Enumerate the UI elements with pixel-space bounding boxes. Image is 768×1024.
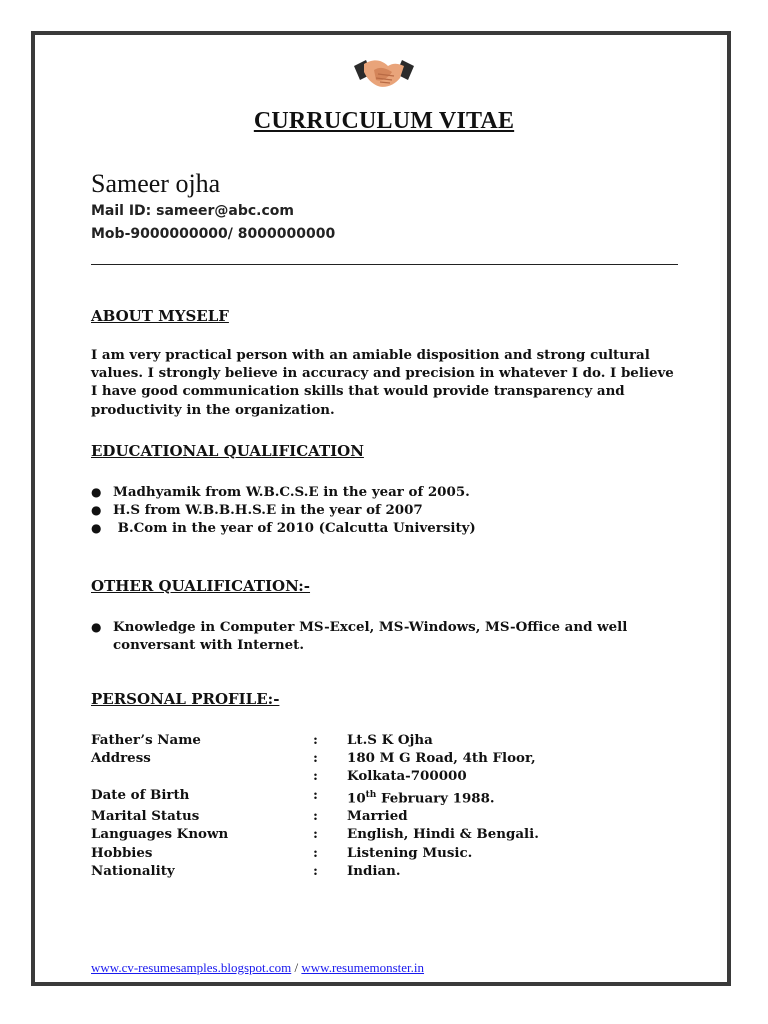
- footer-link-resumemonster[interactable]: www.resumemonster.in: [301, 960, 425, 975]
- profile-value: 180 M G Road, 4th Floor,: [347, 750, 536, 767]
- table-row: [91, 825, 651, 843]
- profile-heading: PERSONAL PROFILE:-: [91, 690, 280, 708]
- education-heading: EDUCATIONAL QUALIFICATION: [91, 442, 364, 460]
- profile-value: Kolkata-700000: [347, 768, 467, 785]
- profile-colon: :: [313, 786, 318, 803]
- list-item: ● B.Com in the year of 2010 (Calcutta University): [91, 520, 476, 537]
- profile-colon: :: [313, 808, 318, 825]
- education-list: [91, 483, 681, 538]
- profile-key: [91, 767, 313, 785]
- footer: [91, 960, 424, 976]
- table-row: [91, 862, 651, 880]
- profile-key: Languages Known: [91, 826, 229, 843]
- profile-key: Nationality: [91, 862, 175, 879]
- profile-key: Address: [91, 750, 151, 767]
- profile-key: Hobbies: [91, 844, 153, 861]
- list-item: ● Madhyamik from W.B.C.S.E in the year of 2005.: [91, 484, 470, 500]
- bullet-icon: ●: [91, 620, 102, 634]
- page-title: CURRUCULUM VITAE: [253, 108, 515, 134]
- table-row: [91, 767, 651, 785]
- about-heading: ABOUT MYSELF: [91, 307, 229, 325]
- mobile-number: Mob-9000000000/ 8000000000: [91, 226, 336, 242]
- profile-value: Lt.S K Ojha: [347, 732, 433, 748]
- divider-line: [91, 264, 678, 265]
- profile-value: 10th February 1988.: [347, 789, 495, 807]
- handshake-icon: [352, 52, 416, 96]
- table-row: [91, 807, 651, 825]
- table-row: [91, 786, 651, 808]
- profile-colon: :: [313, 826, 318, 843]
- profile-colon: :: [313, 768, 318, 785]
- profile-table: [91, 731, 651, 880]
- list-item: ● Knowledge in Computer MS-Excel, MS-Windows, MS-Office and well conversant with Internet.: [91, 619, 628, 654]
- profile-value: Married: [347, 808, 408, 825]
- profile-colon: :: [313, 750, 318, 767]
- profile-key: Marital Status: [91, 808, 200, 825]
- table-row: [91, 731, 651, 749]
- profile-key: Father’s Name: [91, 732, 201, 748]
- bullet-icon: ●: [91, 521, 102, 536]
- footer-link-cv-resumesamples[interactable]: www.cv-resumesamples.blogspot.com: [91, 960, 292, 975]
- profile-key: Date of Birth: [91, 786, 190, 803]
- profile-colon: :: [313, 732, 318, 748]
- profile-colon: :: [313, 862, 318, 879]
- about-text: I am very practical person with an amiable disposition and strong cultural values. I strongly believe in accuracy and precision in whatever I do. I believe I have good communication skills that would provide transparency and productivity in the organization.: [91, 347, 674, 418]
- mail-id: Mail ID: sameer@abc.com: [91, 203, 295, 219]
- profile-value: Indian.: [347, 862, 401, 879]
- footer-separator: /: [291, 960, 302, 975]
- other-qualification-list: [91, 618, 681, 654]
- list-item: ● H.S from W.B.B.H.S.E in the year of 2007: [91, 502, 423, 519]
- table-row: [91, 844, 651, 862]
- other-qualification-heading: OTHER QUALIFICATION:-: [91, 577, 311, 595]
- candidate-name: Sameer ojha: [91, 169, 221, 198]
- bullet-icon: ●: [91, 485, 102, 499]
- profile-value: Listening Music.: [347, 844, 473, 861]
- table-row: [91, 749, 651, 767]
- profile-colon: :: [313, 844, 318, 861]
- profile-value: English, Hindi & Bengali.: [347, 826, 539, 843]
- bullet-icon: ●: [91, 503, 102, 518]
